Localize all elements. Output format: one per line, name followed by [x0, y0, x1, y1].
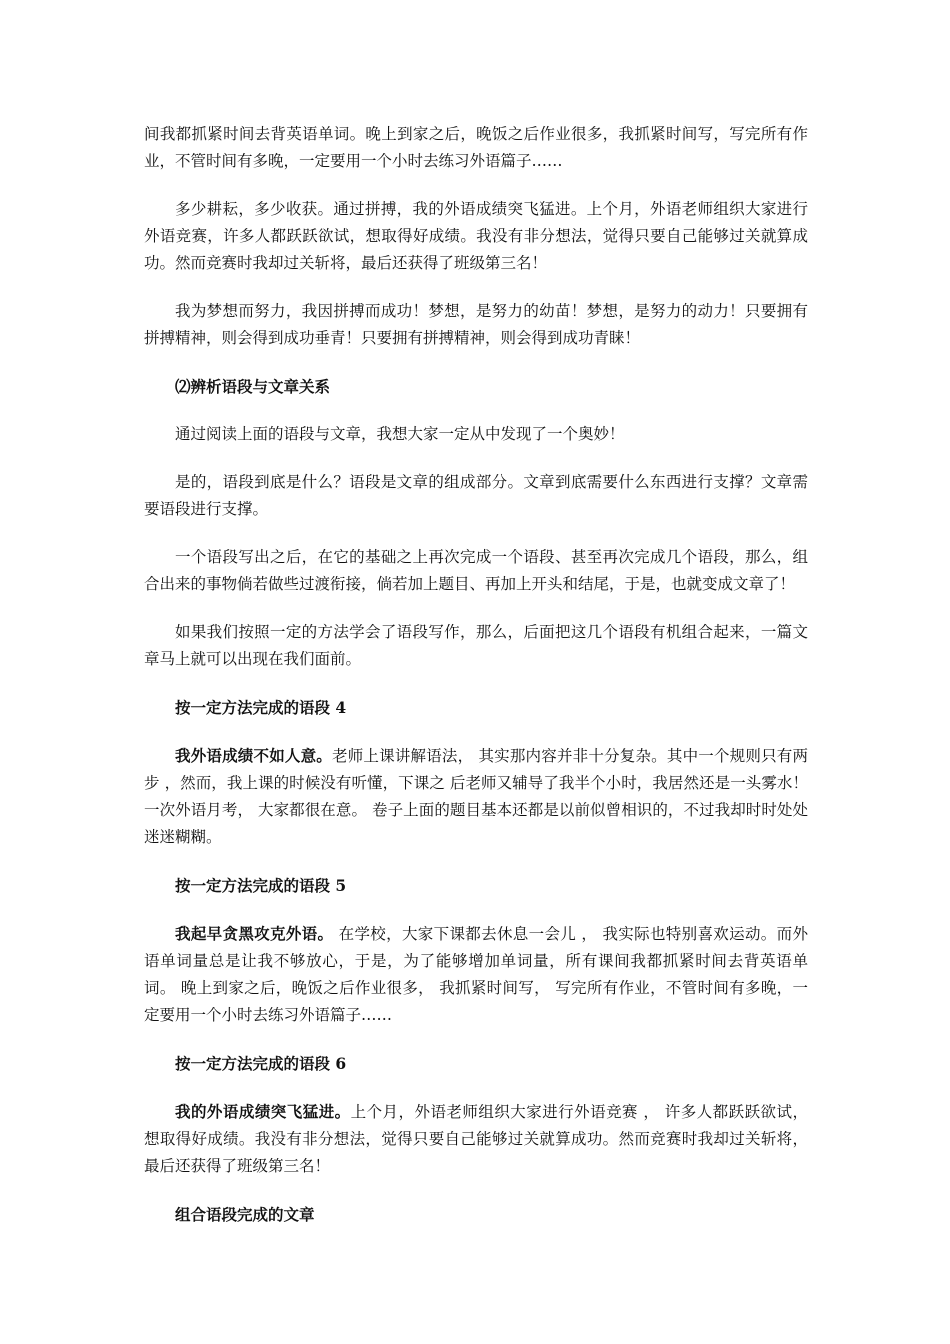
section-heading-segment-5: 按一定方法完成的语段 5 [175, 876, 347, 895]
section-heading-combined-article: 组合语段完成的文章 [175, 1205, 315, 1224]
paragraph-method: 如果我们按照一定的方法学会了语段写作，那么，后面把这几个语段有机组合起来，一篇文章马上就可以出现在我们面前。 [144, 623, 808, 668]
segment-6-lead: 我的外语成绩突飞猛进。 [175, 1102, 351, 1121]
paragraph-segment-6 [144, 1098, 808, 1180]
section-heading-analysis: ⑵辨析语段与文章关系 [175, 377, 331, 396]
section-heading-segment-4: 按一定方法完成的语段 4 [175, 698, 347, 717]
segment-4-lead: 我外语成绩不如人意。 [175, 746, 333, 765]
paragraph-combination: 一个语段写出之后，在它的基础之上再次完成一个语段、甚至再次完成几个语段，那么，组合出来的事物倘若做些过渡衔接，倘若加上题目、再加上开头和结尾，于是，也就变成文章了！ [144, 548, 808, 593]
segment-5-lead: 我起早贪黑攻克外语。 [175, 924, 334, 943]
paragraph-continued: 间我都抓紧时间去背英语单词。晚上到家之后，晚饭之后作业很多，我抓紧时间写，写完所有作业，不管时间有多晚，一定要用一个小时去练习外语篇子…… [144, 125, 808, 170]
paragraph-definition: 是的，语段到底是什么？语段是文章的组成部分。文章到底需要什么东西进行支撑？文章需要语段进行支撑。 [144, 473, 808, 518]
document-body [144, 121, 808, 1249]
segment-5-body: 在学校，大家下课都去休息一会儿 ， 我实际也特别喜欢运动。而外语单词量总是让我不够放心，于是，为了能够增加单词量，所有课间我都抓紧时间去背英语单词。 晚上到家之后，晚饭之后作业很多， 我抓紧时间写， 写完所有作业，不管时间有多晚，一定要用一个小时去练习外语篇子…… [144, 925, 808, 1024]
paragraph-segment-5 [144, 920, 808, 1029]
paragraph-harvest: 多少耕耘，多少收获。通过拼搏，我的外语成绩突飞猛进。上个月，外语老师组织大家进行外语竞赛，许多人都跃跃欲试，想取得好成绩。我没有非分想法，觉得只要自己能够过关就算成功。然而竞赛时我却过关斩将，最后还获得了班级第三名！ [144, 200, 808, 272]
segment-4-body: 老师上课讲解语法， 其实那内容并非十分复杂。其中一个规则只有两步 ，然而，我上课的时候没有听懂，下课之 后老师又辅导了我半个小时，我居然还是一头雾水！ 一次外语月考， 大家都很在意。 卷子上面的题目基本还都是以前似曾相识的，不过我却时时处处迷迷糊糊。 [144, 747, 808, 846]
paragraph-reading: 通过阅读上面的语段与文章，我想大家一定从中发现了一个奥妙！ [175, 425, 625, 443]
segment-6-body: 上个月，外语老师组织大家进行外语竞赛 ， 许多人都跃跃欲试， 想取得好成绩。我没有非分想法，觉得只要自己能够过关就算成功。然而竞赛时我却过关斩将，最后还获得了班级第三名！ [144, 1103, 808, 1175]
paragraph-dream: 我为梦想而努力，我因拼搏而成功！梦想，是努力的幼苗！梦想，是努力的动力！只要拥有拼搏精神，则会得到成功垂青！只要拥有拼搏精神，则会得到成功青睐！ [144, 302, 808, 347]
paragraph-segment-4 [144, 742, 808, 851]
section-heading-segment-6: 按一定方法完成的语段 6 [175, 1054, 347, 1073]
